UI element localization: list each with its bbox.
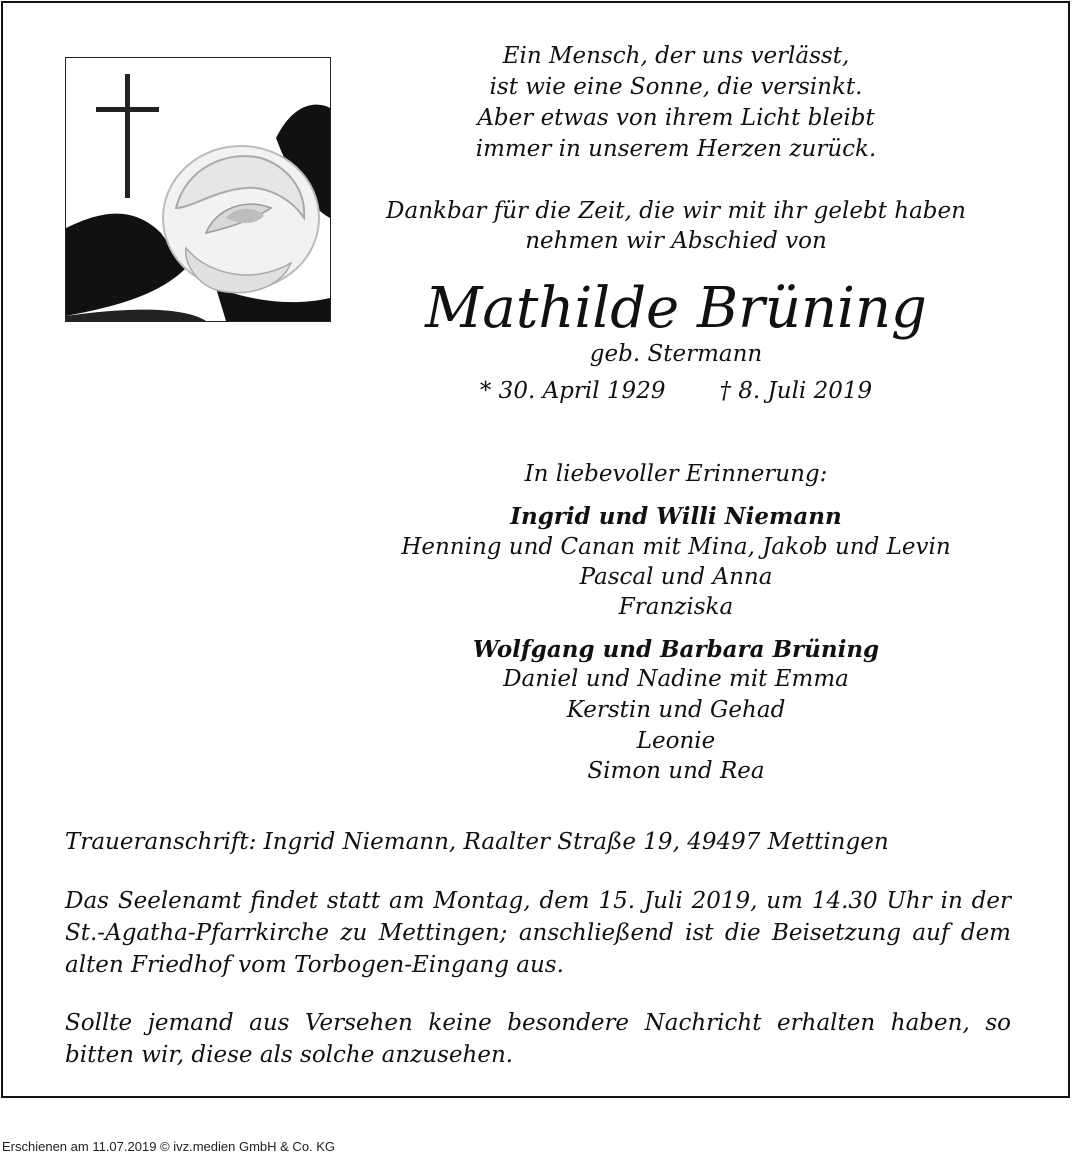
family-head: Ingrid und Willi Niemann xyxy=(510,503,842,530)
family-member: Kerstin und Gehad xyxy=(566,697,786,723)
main-text-column xyxy=(341,3,1011,803)
intro-line: Dankbar für die Zeit, die wir mit ihr gelebt haben xyxy=(386,198,966,224)
family-member: Daniel und Nadine mit Emma xyxy=(503,666,849,692)
maiden-name: geb. Stermann xyxy=(589,341,763,367)
birth-date: * 30. April 1929 xyxy=(479,378,666,404)
death-date: † 8. Juli 2019 xyxy=(719,378,873,404)
remembrance-heading: In liebevoller Erinnerung: xyxy=(524,461,828,487)
poem-line: immer in unserem Herzen zurück. xyxy=(475,136,877,162)
deceased-name: Mathilde Brüning xyxy=(425,276,927,341)
rose-icon xyxy=(66,58,330,321)
family-member: Leonie xyxy=(636,728,716,754)
cross-rose-image xyxy=(65,57,331,322)
family-member: Pascal und Anna xyxy=(579,564,773,590)
service-paragraph: Das Seelenamt findet statt am Montag, dem 15. Juli 2019, um 14.30 Uhr in der St.-Agatha-Pfarrkirche zu Mettingen; anschließend ist die Beisetzung auf dem alten Friedhof vom Torbogen-Eingang aus. xyxy=(65,888,1011,978)
family-member: Henning und Canan mit Mina, Jakob und Levin xyxy=(401,534,951,560)
family-head: Wolfgang und Barbara Brüning xyxy=(472,636,880,663)
publication-footer: Erschienen am 11.07.2019 © ivz.medien GmbH & Co. KG xyxy=(2,1139,336,1154)
family-member: Simon und Rea xyxy=(587,758,765,784)
life-dates xyxy=(341,376,1011,407)
obituary-frame xyxy=(1,1,1070,1098)
poem-line: ist wie eine Sonne, die versinkt. xyxy=(489,74,863,100)
mourning-address: Traueranschrift: Ingrid Niemann, Raalter Straße 19, 49497 Mettingen xyxy=(65,829,889,855)
poem-line: Ein Mensch, der uns verlässt, xyxy=(502,43,850,69)
intro-line: nehmen wir Abschied von xyxy=(525,228,827,254)
family-member: Franziska xyxy=(618,594,734,620)
poem-line: Aber etwas von ihrem Licht bleibt xyxy=(477,105,875,131)
notice-paragraph: Sollte jemand aus Versehen keine besondere Nachricht erhalten haben, so bitten wir, diese als solche anzusehen. xyxy=(65,1010,1011,1068)
